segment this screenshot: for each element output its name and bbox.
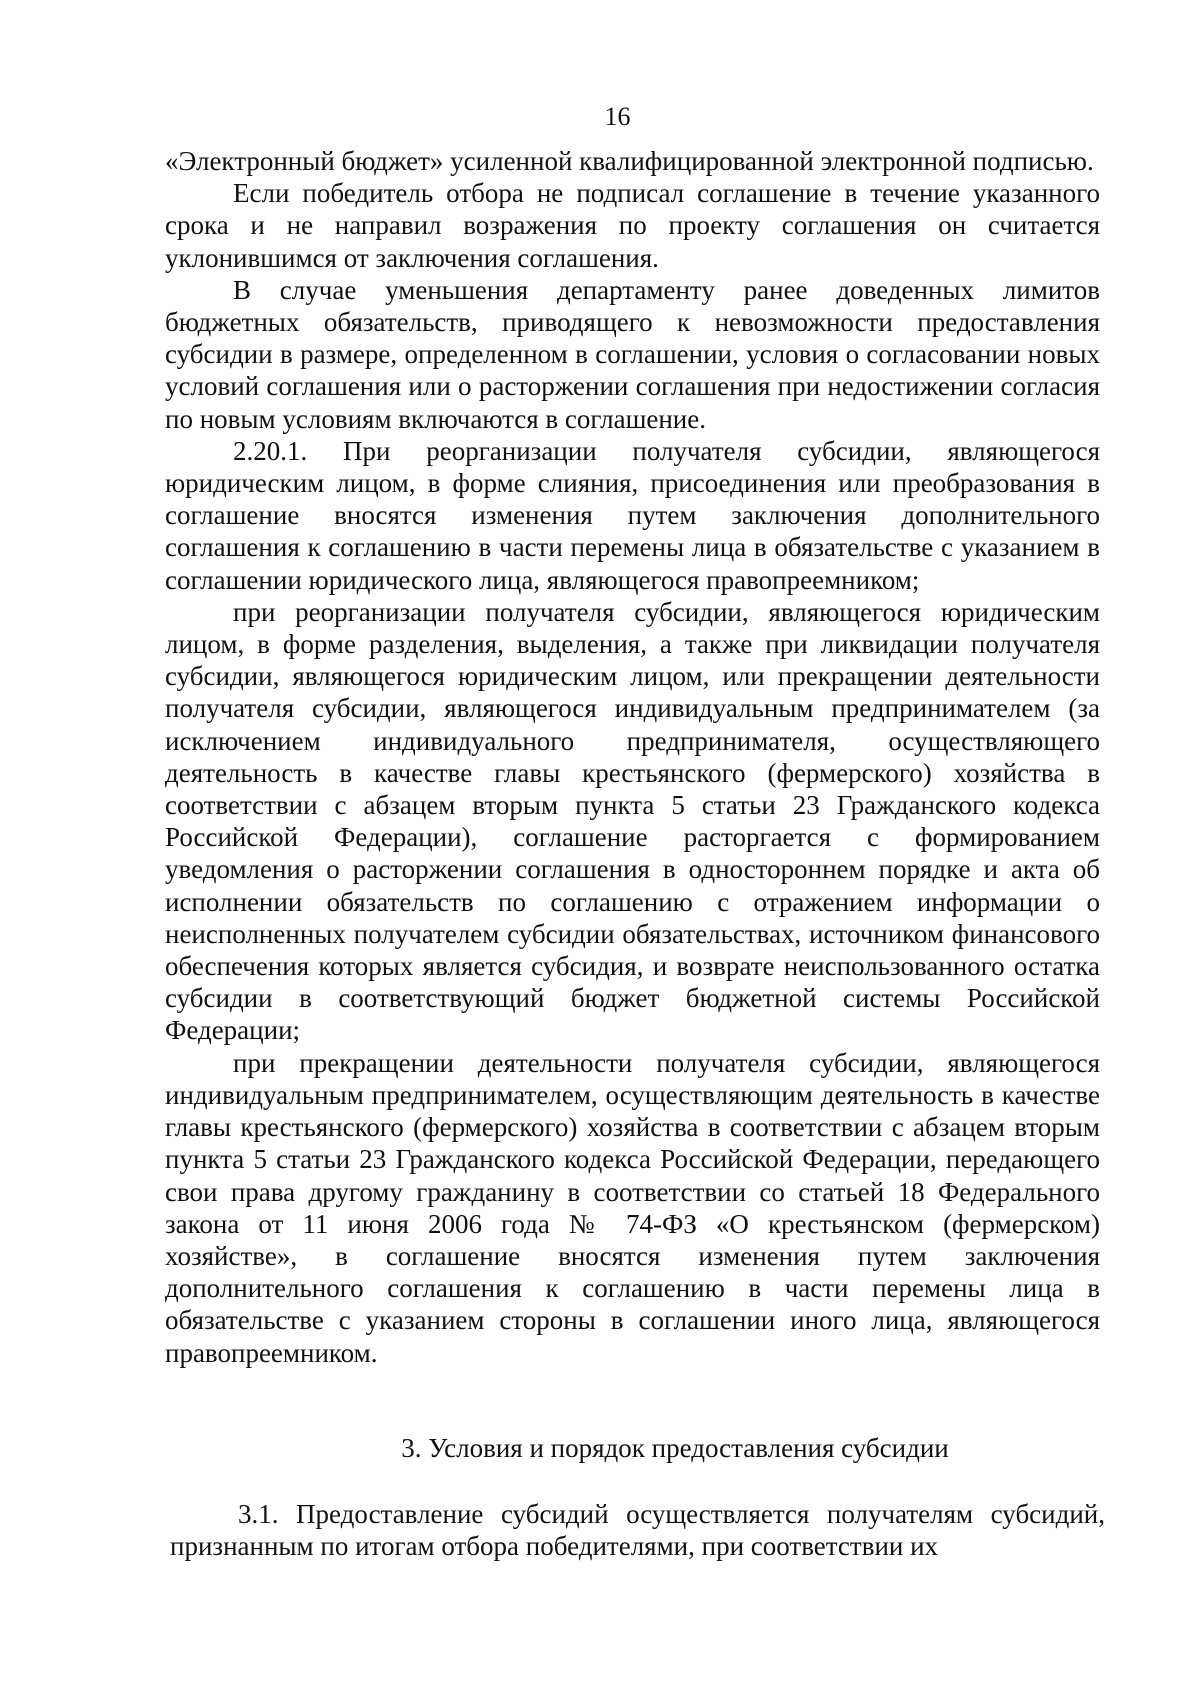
- section-body: [170, 1498, 1105, 1562]
- page-number: 16: [604, 102, 631, 131]
- paragraph-3-1: 3.1. Предоставление субсидий осуществляется получателям субсидий, признанным по итогам отбора победителями, при соответствии их: [170, 1499, 1105, 1562]
- paragraph-signature: «Электронный бюджет» усиленной квалифицированной электронной подписью.: [165, 146, 1094, 176]
- paragraph-reorganization-division: при реорганизации получателя субсидии, являющегося юридическим лицом, в форме разделения, выделения, а также при ликвидации получателя субсидии, являющегося юридическим лицом, или прекращении деятельности получателя субсидии, являющегося индивидуальным предпринимателем (за исключением индивидуального предпринимателя, осуществляющего деятельность в качестве главы крестьянского (фермерского) хозяйства в соответствии с абзацем вторым пункта 5 статьи 23 Гражданского кодекса Российской Федерации), соглашение расторгается с формированием уведомления о расторжении соглашения в одностороннем порядке и акта об исполнении обязательств по соглашению с отражением информации о неисполненных получателем субсидии обязательствах, источником финансового обеспечения которых является субсидия, и возврате неиспользованного остатка субсидии в соответствующий бюджет бюджетной системы Российской Федерации;: [165, 596, 1100, 1046]
- paragraph-2-20-1: 2.20.1. При реорганизации получателя субсидии, являющегося юридическим лицом, в форме слияния, присоединения или преобразования в соглашение вносятся изменения путем заключения дополнительного соглашения к соглашению в части перемены лица в обязательстве с указанием в соглашении юридического лица, являющегося правопреемником;: [165, 435, 1100, 595]
- document-body: [165, 145, 1100, 1369]
- paragraph-evasion: Если победитель отбора не подписал соглашение в течение указанного срока и не направил возражения по проекту соглашения он считается уклонившимся от заключения соглашения.: [165, 178, 1100, 273]
- paragraph-limits-reduction: В случае уменьшения департаменту ранее доведенных лимитов бюджетных обязательств, приводящего к невозможности предоставления субсидии в размере, определенном в соглашении, условия о согласовании новых условий соглашения или о расторжении соглашения при недостижении согласия по новым условиям включаются в соглашение.: [165, 274, 1100, 434]
- paragraph-farm-termination: при прекращении деятельности получателя субсидии, являющегося индивидуальным предпринимателем, осуществляющим деятельность в качестве главы крестьянского (фермерского) хозяйства в соответствии с абзацем вторым пункта 5 статьи 23 Гражданского кодекса Российской Федерации, передающего свои права другому гражданину в соответствии со статьей 18 Федерального закона от 11 июня 2006 года № 74-ФЗ «О крестьянском (фермерском) хозяйстве», в соглашение вносятся изменения путем заключения дополнительного соглашения к соглашению в части перемены лица в обязательстве с указанием стороны в соглашении иного лица, являющегося правопреемником.: [165, 1047, 1100, 1368]
- section-heading: 3. Условия и порядок предоставления субсидии: [401, 1433, 949, 1463]
